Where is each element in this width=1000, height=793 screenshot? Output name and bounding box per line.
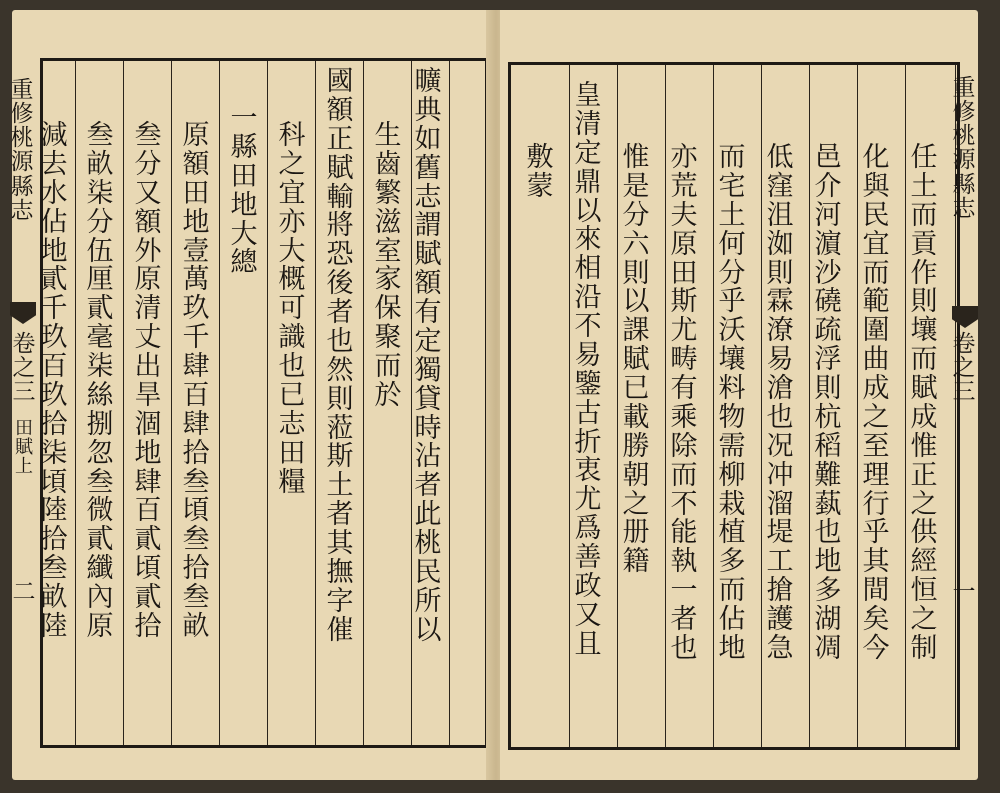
left-column-4: 科之宜亦大概可識也已志田糧 [278, 120, 306, 498]
right-column-7: 惟是分六則以課賦已載勝朝之册籍 [622, 142, 650, 578]
right-banxin-volume: 卷之三 [952, 331, 976, 406]
left-fish-tail-icon [10, 302, 36, 324]
right-banxin-title: 重修桃源縣志 [952, 76, 976, 222]
left-column-9: 減去水佔地貳千玖百玖拾柒頃陸拾叁畝陸 [40, 120, 68, 642]
left-column-1: 曠典如舊志謂賦額有定獨貸時沾者此桃民所以 [414, 66, 442, 646]
left-banxin-title: 重修桃源縣志 [10, 78, 34, 224]
left-page [12, 10, 492, 780]
left-column-8: 叁畝柒分伍厘貳毫柒絲捌忽叁微貳纖內原 [86, 120, 114, 642]
right-column-2: 化與民宜而範圍曲成之至理行乎其間矣今 [862, 142, 890, 664]
left-column-2: 生齒繁滋室家保聚而於 [374, 120, 402, 411]
left-column-5: 一縣田地大總 [230, 103, 258, 279]
right-column-8: 皇清定鼎以來相沿不易鑒古折衷尤爲善政又且 [574, 80, 602, 660]
left-banxin-volume: 卷之三 [12, 331, 36, 406]
right-column-9: 敷蒙 [526, 142, 554, 202]
left-column-6: 原額田地壹萬玖千肆百肆拾叁頃叁拾叁畝 [182, 120, 210, 642]
right-column-1: 任土而貢作則壤而賦成惟正之供經恒之制 [910, 142, 938, 664]
right-column-5: 而宅土何分乎沃壤料物需柳栽植多而佔地 [718, 142, 746, 664]
left-banxin-section: 田賦上 [15, 418, 33, 477]
left-column-3: 國額正賦輸將恐後者也然則蒞斯土者其撫字催 [326, 66, 354, 646]
right-banxin-page: 一 [952, 579, 976, 605]
right-column-3: 邑介河濵沙磽疏浮則杭稻難蓺也地多湖凋 [814, 142, 842, 664]
left-banxin-page: 二 [12, 579, 36, 605]
right-column-4: 低窪沮洳則霖潦易滄也况冲溜堤工搶護急 [766, 142, 794, 664]
right-page [500, 10, 978, 780]
left-column-7: 叁分又額外原清丈出旱涸地肆百貳頃貳拾 [134, 120, 162, 642]
right-column-6: 亦荒夫原田斯尤畴有乘除而不能執一者也 [670, 142, 698, 664]
